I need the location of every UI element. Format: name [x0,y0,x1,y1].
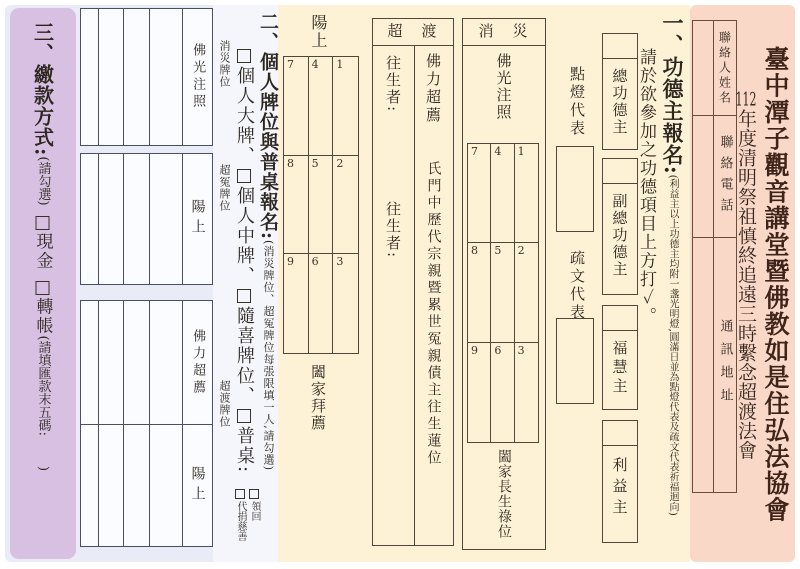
transfer-note: (請填匯款末五碼: [35,335,51,436]
putable-option-donate [233,487,248,541]
xiaozai-body [463,45,545,549]
annotation-chaodu-tablet: 超渡牌位 [218,380,231,428]
cell-number: 7 [471,145,478,158]
donate-checkbox[interactable] [235,489,245,499]
transfer-checkbox[interactable] [36,281,50,295]
large-tablet-label: 個人大牌、 [234,66,255,166]
event-subtitle-text: 年度清明祭祖慎終追遠三時繫念超渡法會 [735,109,757,460]
cell-number: 9 [471,343,478,357]
name-cell[interactable] [124,301,150,424]
grid-cell[interactable] [333,254,358,353]
section2-items-line [231,46,257,516]
cell-number: 1 [336,58,344,71]
annotation-chaoyuan-tablet: 超冤牌位 [218,164,231,212]
contact-label: 聯絡人姓名 [717,30,732,106]
grid-cell[interactable] [333,57,358,156]
yangshang-grid [283,56,359,354]
grid-cell[interactable] [491,144,514,243]
cell-number: 9 [287,255,294,269]
cell-number: 8 [471,244,478,258]
table-label-cell [183,9,212,145]
donate-label: 代捐慈善 [235,501,246,541]
grid-cell[interactable] [309,254,334,353]
payment-line [29,22,58,557]
grid-cell[interactable] [284,254,309,353]
grid-cell[interactable] [491,343,514,442]
name-table-deliverance [80,300,213,547]
grid-cell[interactable] [284,156,309,255]
table-label-cell [183,301,212,424]
grid-cell[interactable] [491,243,514,342]
grid-cell[interactable] [284,57,309,156]
grid-cell[interactable] [515,343,538,442]
lamp-rep-label: 點燈代表 [568,66,586,138]
suixi-tablet-label: 隨喜牌位、 [234,306,255,406]
donor-label: 總功德主 [610,68,629,136]
name-cell[interactable] [81,425,99,546]
chaodu-box [372,18,454,546]
donor-box-liyi [602,420,638,543]
event-subtitle [733,90,760,460]
section1-heading-note: (利益主以上功德主均附一盞光明燈,圓滿日並為點燈代表及疏文代表祈福迴向) [667,174,678,516]
transfer-note-closing: ) [35,466,51,472]
payment-section [10,8,76,559]
xiaozai-sub-label: 佛光注照 [494,53,513,121]
chaodu-right-top: 佛力超薦 [424,53,442,125]
annotation-xiaozai-tablet: 消災牌位 [218,40,231,88]
cash-checkbox[interactable] [36,216,50,230]
contact-row [693,21,736,116]
cash-label: 現金 [32,232,53,271]
xiaozai-grid [467,143,539,443]
contact-input-cell[interactable] [693,116,714,237]
putable-checkbox[interactable] [237,409,251,423]
name-cell[interactable] [81,301,99,424]
payment-heading: 三、繳款方式: [30,22,55,157]
name-cell[interactable] [124,425,150,546]
section2-heading-line [255,12,282,557]
contact-label: 通訊地址 [717,319,733,411]
grid-cell[interactable] [309,156,334,255]
name-table-living [80,153,213,285]
chaodu-header: 超 渡 [373,19,453,46]
name-cell[interactable] [99,301,124,424]
section2-heading-note: (消災牌位、超冤牌位每張限填一人,請勾選) [262,240,275,472]
grid-cell[interactable] [515,144,538,243]
cell-number: 2 [517,244,525,258]
grid-cell[interactable] [468,343,491,442]
deceased-column[interactable] [373,45,415,545]
section1-heading-line [657,12,687,560]
event-title: 臺中潭子觀音講堂暨佛教如是住弘法協會 [761,46,790,523]
donor-box-zong [602,33,638,150]
cell-number: 4 [494,145,502,158]
cell-number: 3 [336,255,344,269]
name-cell[interactable] [150,154,183,284]
chaodu-right-body: 氏門中歷代宗親暨累世冤親債主往生蓮位 [425,161,442,467]
table-label-cell [183,154,212,284]
cell-number: 6 [494,343,502,357]
donor-label: 利益主 [610,457,629,520]
contact-table [692,20,737,493]
deceased-label: 往生者: [384,201,402,260]
chaodu-right-column[interactable] [414,45,453,545]
event-year: 112 [735,90,757,109]
pickup-label: 領回 [249,501,260,521]
medium-tablet-label: 個人中牌、 [234,186,255,286]
name-cell[interactable] [99,9,124,145]
table-label: 佛力超薦 [190,328,206,397]
name-cell[interactable] [150,425,183,546]
donor-checkbox[interactable] [603,306,637,331]
transfer-label: 轉帳 [32,297,53,336]
contact-input-cell[interactable] [693,238,714,492]
xiaozai-header: 消 災 [463,19,545,46]
table-label: 陽上 [189,465,206,506]
cell-number: 5 [311,156,319,170]
name-cell[interactable] [99,425,124,546]
table-label: 陽上 [189,199,206,239]
cell-number: 4 [311,58,319,71]
name-cell[interactable] [124,154,150,284]
cell-number: 3 [517,343,525,357]
cell-number: 1 [517,145,525,158]
contact-row [693,238,736,492]
name-cell[interactable] [150,301,183,424]
payment-note: (請勾選) [35,156,51,206]
section1-instruction: 請於欲參加之功德項目上方打✓。 [636,48,656,326]
donor-checkbox[interactable] [603,34,637,59]
cell-number: 5 [494,244,502,258]
donor-checkbox[interactable] [603,421,637,446]
medium-tablet-checkbox[interactable] [237,169,251,183]
contact-row [693,116,736,238]
cell-number: 8 [287,156,294,170]
xiaozai-box [462,18,546,550]
name-cell[interactable] [124,9,150,145]
large-tablet-checkbox[interactable] [237,49,251,63]
name-cell[interactable] [150,9,183,145]
cell-number: 6 [311,255,319,269]
name-cell[interactable] [81,154,99,284]
contact-input-cell[interactable] [693,21,714,115]
yangshang-footer: 闔家拜薦 [309,364,327,432]
grid-cell[interactable] [515,243,538,342]
table-label: 佛光注照 [190,43,206,111]
xiaozai-footer: 闔家長生祿位 [496,449,512,539]
donor-label: 福慧主 [610,340,629,397]
text-rep-label: 疏文代表 [568,250,586,322]
table-label-cell [183,425,212,546]
name-table-blessing [80,8,213,146]
grid-cell[interactable] [468,144,491,243]
section2-heading: 二、個人牌位與普桌報名: [257,12,279,241]
donor-label: 副總功德主 [610,193,629,278]
contact-label: 聯絡電話 [717,134,733,219]
grid-cell[interactable] [309,57,334,156]
putable-label: 普桌: [234,426,255,475]
text-rep-box[interactable] [556,318,594,404]
yangshang-header: 陽上 [309,14,328,50]
grid-cell[interactable] [333,156,358,255]
name-cell[interactable] [81,9,99,145]
suixi-tablet-checkbox[interactable] [237,289,251,303]
deceased-label: 往生者: [384,55,402,114]
cell-number: 7 [287,58,294,71]
grid-cell[interactable] [468,243,491,342]
cell-number: 2 [336,156,344,170]
donor-checkbox[interactable] [603,159,637,184]
name-cell[interactable] [99,154,124,284]
lamp-rep-box[interactable] [556,146,594,232]
donor-box-futsong [602,158,638,295]
chaodu-body [373,45,453,545]
donor-box-fuhui [602,305,638,410]
section1-heading: 一、功德主報名: [660,12,685,175]
